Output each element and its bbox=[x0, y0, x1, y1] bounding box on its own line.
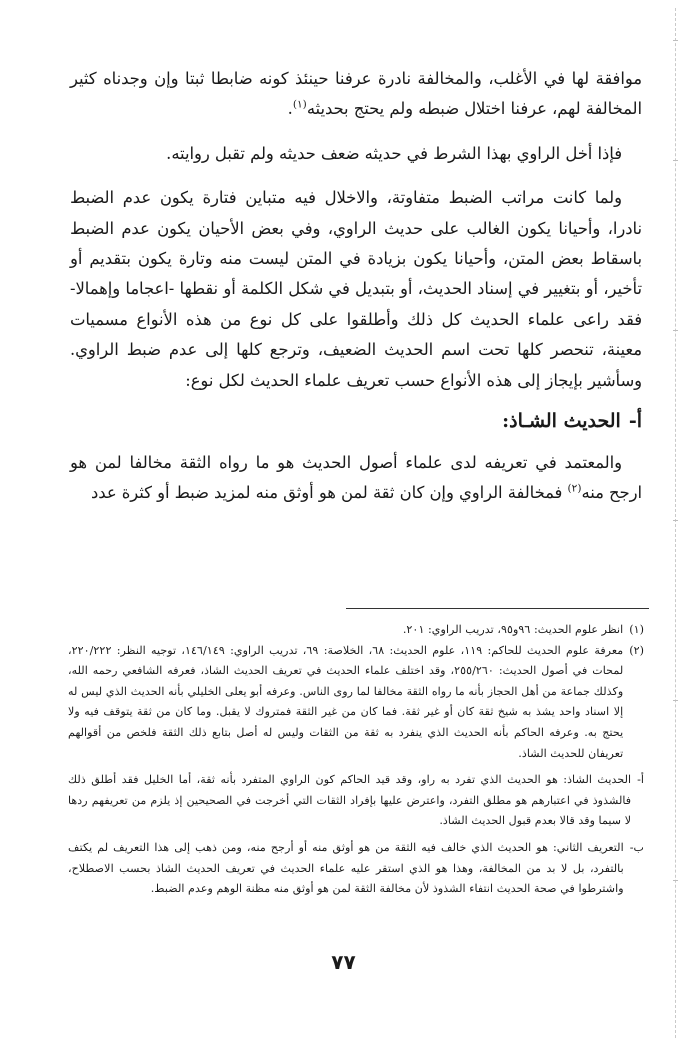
footnote-text: انظر علوم الحديث: ٩٦و٩٥، تدريب الراوي: ٢٠١. bbox=[402, 623, 624, 636]
footnote-ref-1[interactable]: (١) bbox=[292, 98, 307, 111]
main-text bbox=[70, 64, 642, 509]
footnote-ref-2[interactable]: (٢) bbox=[567, 483, 582, 496]
footnote-sub-text: الحديث الشاذ: هو الحديث الذي تفرد به راو، وقد قيد الحاكم كون الراوي المتفرد بأنه ثقة، أما الخليل فقد أطلق ذلك فالشذوذ في اعتبارهم هو مطلق التفرد، واعترض عليها بإفراد الثقات التي أخرجت في الصحيحين إذ يلزم من تعريفهم ردها لا سيما وقد قالا بعدم قبول الحديث الشاذ. bbox=[68, 773, 632, 828]
footnote-1 bbox=[68, 620, 644, 641]
footnote-2 bbox=[68, 641, 644, 765]
footnote-sub-a bbox=[68, 770, 644, 832]
page-edge-mark bbox=[673, 330, 678, 331]
paragraph-definition: والمعتمد في تعريفه لدى علماء أصول الحديث هو ما رواه الثقة مخالفا لمن هو ارجح منه$^{(٢)}$ فمخالفة الراوي وإن كان ثقة لمن هو أوثق منه لمزيد ضبط أو كثرة عدد bbox=[70, 453, 642, 503]
footnote-separator bbox=[346, 608, 649, 609]
page-number: ٧٧ bbox=[331, 950, 356, 974]
page-edge-mark bbox=[673, 520, 678, 521]
footnotes bbox=[68, 620, 644, 900]
page-edge-mark bbox=[673, 160, 678, 161]
footnote-text: معرفة علوم الحديث للحاكم: ١١٩، علوم الحديث: ٦٨، الخلاصة: ٦٩، تدريب الراوي: ١٤٦/١٤٩، توجيه النظر: ٢٢٠/٢٢٢، لمحات في أصول الحديث: ٢٥٥/٢٦٠، وقد اختلف علماء الحديث في تعريف الحديث الشاذ، فعرفه الشافعي رحمه الله، وكذلك جماعة من أهل الحجاز بأنه ما رواه الثقة مخالفا لما روى الناس. وعرفه أبو يعلى الخليلي بأنه الحديث الذي ليس له إلا اسناد واحد يشذ به شيخ ثقة كان أو غير ثقة. فما كان من غير الثقة فمتروك لا يقبل. وما كان من ثقة يتوقف فيه ولا يحتج به. وعرفه الحاكم بأنه الحديث الذي ينفرد به ثقة من الثقات وليس له أصل بتابع ذلك الثقة فلخص من أقوالهم تعريفان للحديث الشاذ. bbox=[68, 643, 624, 760]
footnote-label: (٢) bbox=[629, 643, 644, 657]
page-edge-mark bbox=[673, 40, 678, 41]
page-edge-mark bbox=[673, 700, 678, 701]
page-edge-mark bbox=[673, 880, 678, 881]
footnote-sub-b bbox=[68, 838, 644, 900]
footnote-sub-label: ب- bbox=[629, 840, 644, 854]
paragraph-condition: فإذا أخل الراوي بهذا الشرط في حديثه ضعف حديثه ولم تقبل روايته. bbox=[166, 143, 622, 163]
heading-letter: أ- bbox=[628, 410, 642, 433]
page-edge-line bbox=[675, 8, 676, 1038]
heading-title: الحديث الشـاذ: bbox=[502, 410, 621, 433]
section-heading bbox=[70, 406, 642, 436]
paragraph-continuation: موافقة لها في الأغلب، والمخالفة نادرة عرفنا حينئذ كونه ضابطا ثبتا وإن وجدناه كثير المخالفة لهم، عرفنا اختلال ضبطه ولم يحتج بحديثه$^{(١)}$. bbox=[70, 69, 642, 119]
paragraph-types-intro: ولما كانت مراتب الضبط متفاوتة، والاخلال فيه متباين فتارة يكون عدم الضبط نادرا، وأحيانا يكون الغالب على حديث الراوي، وفي بعض الأحيان يكون عدم الضبط باسقاط بعض المتن، وأحيانا يكون بزيادة في المتن ليست منه وتارة يكون بتقديم أو تأخير، أو بتغيير في إسناد الحديث، أو بتبديل في شكل الكلمة أو نقطها -اعجاما وإهمالا- فقد راعى علماء الحديث كل ذلك وأطلقوا على كل نوع من هذه الأنواع مسميات معينة، تنحصر كلها تحت اسم الحديث الضعيف، وترجع كلها إلى عدم ضبط الراوي. وسأشير بإيجاز إلى هذه الأنواع حسب تعريف علماء الحديث لكل نوع: bbox=[70, 188, 642, 390]
footnote-sub-label: أ- bbox=[637, 773, 644, 787]
footnote-sub-text: التعريف الثاني: هو الحديث الذي خالف فيه الثقة من هو أوثق منه أو أرجح منه، ومن ذهب إلى هذا التعريف لم يكتف بالتفرد، بل لا بد من المخالفة، وهذا هو الذي استقر عليه علماء الحديث في تعريف الحديث الشاذ بحسب الاصطلاح، واشترطوا في صحة الحديث انتفاء الشذوذ لأن مخالفة الثقة لمن هو أوثق منه مظنة الوهم وعدم الضبط. bbox=[68, 840, 624, 896]
footnote-label: (١) bbox=[629, 623, 644, 636]
